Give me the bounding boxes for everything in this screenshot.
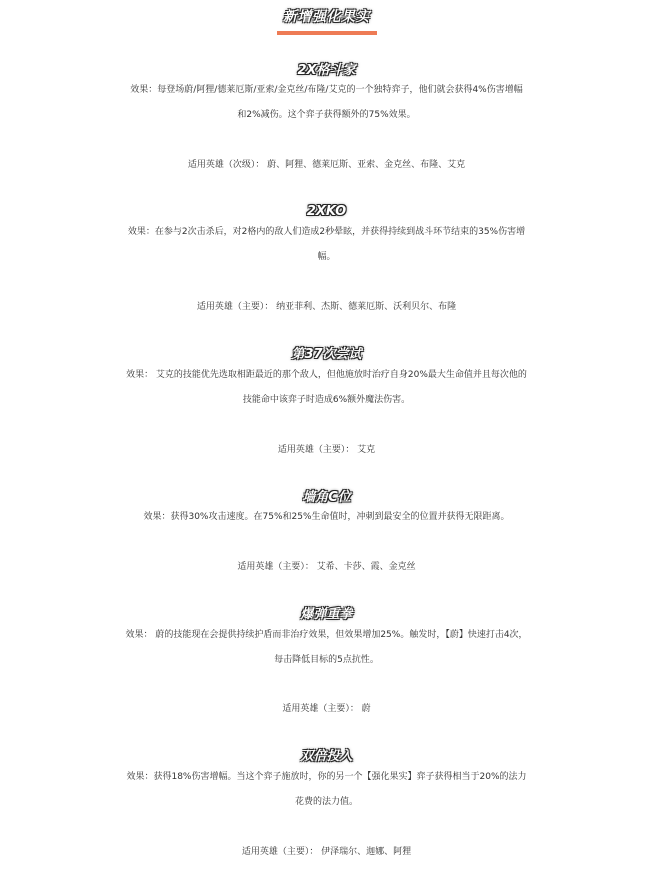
effect-line: 效果： 艾克的技能优先选取相距最近的那个敌人，但他施放时治疗自身20%最大生命值并且每次他的 [126, 370, 527, 380]
section-2 [0, 200, 653, 219]
section-6 [0, 745, 653, 764]
effect-line: 花费的法力值。 [294, 797, 358, 807]
section-3 [0, 343, 653, 362]
heroes-line: 适用英雄（主要）： 伊泽瑞尔、迦娜、阿狸 [241, 847, 412, 857]
section-4 [0, 486, 653, 505]
heroes-line: 适用英雄（次级）： 蔚、阿狸、德莱厄斯、亚索、金克丝、布隆、艾克 [187, 160, 466, 170]
section-title: 墙角C位 [302, 490, 351, 505]
section-1 [0, 59, 653, 78]
page-title-wrap [0, 6, 653, 26]
section-title: 2XKO [306, 204, 347, 219]
section-title: 2X格斗家 [297, 63, 356, 78]
section-5 [0, 603, 653, 622]
heroes-line: 适用英雄（主要）： 艾希、卡莎、霞、金克丝 [237, 562, 416, 572]
effect-line: 效果：每登场蔚/阿狸/德莱厄斯/亚索/金克丝/布隆/艾克的一个独特弈子，他们就会获得4%伤害增幅 [130, 85, 523, 95]
effect-line: 效果：在参与2次击杀后，对2格内的敌人们造成2秒晕眩，并获得持续到战斗环节结束的35%伤害增 [127, 227, 526, 237]
effect-line: 和2%减伤。这个弈子获得额外的75%效果。 [237, 110, 416, 120]
section-title: 爆弹重拳 [300, 607, 353, 622]
heroes-line: 适用英雄（主要）： 纳亚菲利、杰斯、德莱厄斯、沃利贝尔、布隆 [196, 302, 457, 312]
page-title: 新增强化果实 [283, 9, 370, 25]
effect-line: 幅。 [317, 252, 336, 262]
effect-line: 技能命中该弈子时造成6%额外魔法伤害。 [242, 395, 411, 405]
heroes-line: 适用英雄（主要）： 艾克 [277, 445, 376, 455]
heroes-line: 适用英雄（主要）： 蔚 [282, 704, 371, 714]
section-title: 第37次尝试 [291, 347, 362, 362]
section-title: 双倍投入 [300, 749, 353, 764]
effect-line: 效果： 蔚的技能现在会提供持续护盾而非治疗效果，但效果增加25%。触发时，【蔚】快速打击4次， [125, 630, 528, 640]
effect-line: 每击降低目标的5点抗性。 [274, 655, 379, 665]
effect-line: 效果：获得30%攻击速度。在75%和25%生命值时，冲刺到最安全的位置并获得无限距离。 [143, 512, 510, 522]
title-underline [277, 31, 377, 35]
effect-line: 效果：获得18%伤害增幅。当这个弈子施放时，你的另一个【强化果实】弈子获得相当于20%的法力 [126, 772, 527, 782]
